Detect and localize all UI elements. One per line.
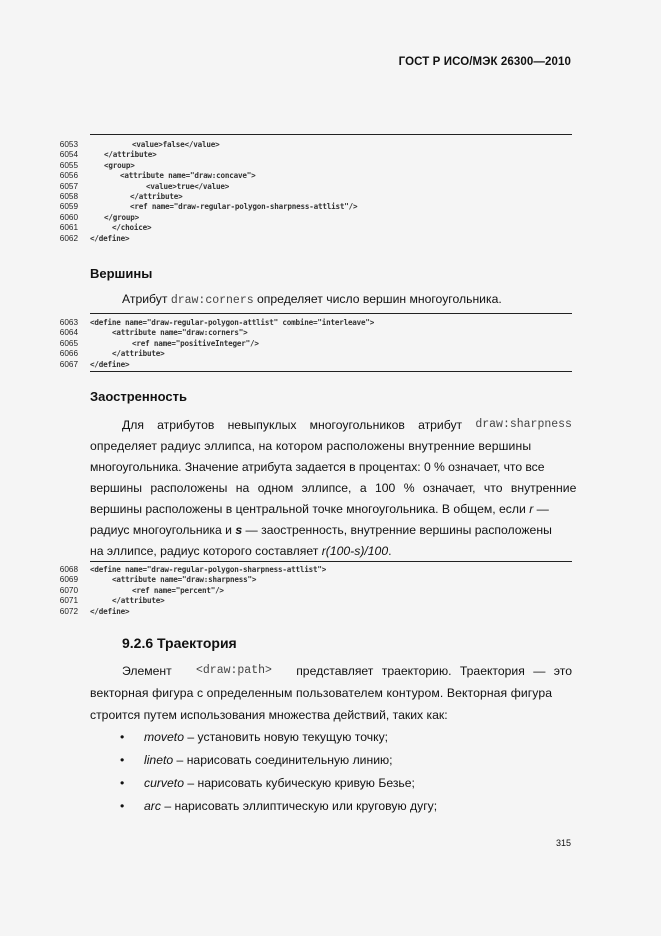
- variable-s: s: [235, 523, 243, 537]
- action-term: moveto: [144, 730, 184, 744]
- line-number: 6056: [59, 171, 78, 181]
- para-text: Атрибут: [122, 292, 168, 306]
- path-line-3: строится путем использования множества действий, таких как:: [90, 708, 448, 722]
- code-block-2: [50, 313, 572, 373]
- line-number: 6072: [59, 606, 78, 616]
- sharpness-line-2: определяет радиус эллипса, на котором расположены внутренние вершины: [90, 439, 532, 453]
- line-number: 6071: [59, 596, 78, 606]
- attribute-name: draw:corners: [170, 294, 254, 307]
- sharpness-line-3: многоугольника. Значение атрибута задается в процентах: 0 % означает, что все: [90, 460, 545, 474]
- code-line: [50, 140, 572, 150]
- code-line: [50, 182, 572, 192]
- code-line: [50, 223, 572, 233]
- code-text: <value>false</value>: [132, 140, 220, 149]
- line-number: 6059: [59, 202, 78, 212]
- bullet-marker: •: [120, 776, 125, 790]
- document-header: ГОСТ Р ИСО/МЭК 26300—2010: [398, 56, 571, 68]
- code-line: [50, 339, 572, 349]
- variable-r: r: [529, 502, 534, 516]
- line-number: 6057: [59, 181, 78, 191]
- code-text: <define name="draw-regular-polygon-sharpness-attlist">: [90, 565, 327, 574]
- code-line: [50, 192, 572, 202]
- code-line: [50, 318, 572, 328]
- code-text: <attribute name="draw:concave">: [120, 171, 256, 181]
- line-number: 6058: [59, 192, 78, 201]
- line-number: 6061: [59, 223, 78, 233]
- code-line: [50, 161, 572, 171]
- code-line: [50, 586, 572, 596]
- para-text: представляет траекторию. Траектория — это: [296, 664, 572, 678]
- para-text: определяет число вершин многоугольника.: [257, 292, 502, 306]
- line-number: 6055: [59, 160, 78, 170]
- path-line-1: [122, 663, 572, 679]
- code-text: <ref name="percent"/>: [132, 585, 224, 595]
- code-text: <ref name="draw-regular-polygon-sharpness-attlist"/>: [130, 202, 358, 212]
- code-line: [50, 360, 572, 370]
- bullet-marker: •: [120, 799, 125, 813]
- bullet-marker: •: [120, 753, 125, 767]
- section-heading-sharpness: Заостренность: [90, 389, 187, 404]
- word: многоугольников: [309, 418, 405, 432]
- word: атрибут: [418, 418, 463, 432]
- code-text: <value>true</value>: [146, 181, 230, 191]
- page-number: 315: [556, 838, 572, 848]
- element-name: <draw:path>: [196, 664, 272, 677]
- code-line: [50, 171, 572, 181]
- line-number: 6070: [59, 585, 78, 595]
- para-text: .: [388, 544, 392, 558]
- sharpness-line-4: вершины расположены на одном эллипсе, а 100 % означает, что внутренние: [90, 481, 577, 495]
- line-number: 6066: [59, 349, 78, 359]
- formula: r(100-s)/100: [321, 544, 389, 558]
- code-line: [50, 150, 572, 160]
- code-line: [50, 202, 572, 212]
- section-heading-path: 9.2.6 Траектория: [122, 635, 237, 651]
- line-number: 6068: [59, 565, 78, 574]
- action-term: curveto: [144, 776, 184, 790]
- code-line: [50, 607, 572, 617]
- para-text: Элемент: [122, 664, 172, 678]
- para-text: —: [536, 502, 549, 516]
- code-text: </attribute>: [104, 150, 157, 160]
- code-text: </attribute>: [130, 192, 183, 201]
- code-text: <attribute name="draw:corners">: [112, 328, 248, 338]
- action-term: lineto: [144, 753, 174, 767]
- code-text: </choice>: [112, 223, 152, 233]
- sharpness-line-6: [90, 522, 572, 538]
- line-number: 6063: [59, 318, 78, 327]
- word: невыпуклых: [227, 418, 297, 432]
- code-line: [50, 349, 572, 359]
- attribute-name: draw:sharpness: [475, 418, 572, 431]
- code-line: [50, 328, 572, 338]
- code-line: [50, 575, 572, 585]
- para-text: радиус многоугольника и: [90, 523, 232, 537]
- word: атрибутов: [157, 418, 215, 432]
- word: Для: [122, 418, 144, 432]
- code-text: </attribute>: [112, 596, 165, 606]
- code-text: </define>: [90, 606, 130, 616]
- code-text: <attribute name="draw:sharpness">: [112, 575, 257, 585]
- action-description: – нарисовать кубическую кривую Безье;: [183, 776, 415, 790]
- line-number: 6054: [59, 150, 78, 160]
- path-line-2: векторная фигура с определенным пользователем контуром. Векторная фигура: [90, 686, 553, 700]
- para-text: — заостренность, внутренние вершины расположены: [245, 523, 552, 537]
- code-block-1: [50, 134, 572, 246]
- code-text: </define>: [90, 233, 130, 243]
- code-line: [50, 596, 572, 606]
- section-heading-vertices: Вершины: [90, 266, 153, 281]
- line-number: 6062: [59, 233, 78, 243]
- action-description: – установить новую текущую точку;: [183, 730, 389, 744]
- line-number: 6065: [59, 338, 78, 348]
- action-description: – нарисовать эллиптическую или круговую дугу;: [160, 799, 438, 813]
- action-term: arc: [144, 799, 161, 813]
- code-line: [50, 213, 572, 223]
- sharpness-line-1: [122, 417, 572, 433]
- line-number: 6067: [59, 359, 78, 369]
- sharpness-line-7: [90, 543, 572, 559]
- bullet-marker: •: [120, 730, 125, 744]
- code-line: [50, 234, 572, 244]
- code-text: </attribute>: [112, 349, 165, 359]
- code-text: </group>: [104, 212, 139, 222]
- vertices-paragraph: [122, 291, 572, 309]
- action-description: – нарисовать соединительную линию;: [173, 753, 393, 767]
- line-number: 6053: [59, 140, 78, 149]
- code-block-3: [50, 561, 572, 621]
- sharpness-line-5: [90, 501, 572, 517]
- line-number: 6069: [59, 575, 78, 585]
- code-text: <ref name="positiveInteger"/>: [132, 338, 259, 348]
- line-number: 6060: [59, 212, 78, 222]
- code-line: [50, 565, 572, 575]
- code-text: <define name="draw-regular-polygon-attlist" combine="interleave">: [90, 318, 375, 327]
- code-text: </define>: [90, 359, 130, 369]
- line-number: 6064: [59, 328, 78, 338]
- para-text: на эллипсе, радиус которого составляет: [90, 544, 319, 558]
- code-text: <group>: [104, 160, 135, 170]
- para-text: вершины расположены в центральной точке многоугольника. В общем, если: [90, 502, 526, 516]
